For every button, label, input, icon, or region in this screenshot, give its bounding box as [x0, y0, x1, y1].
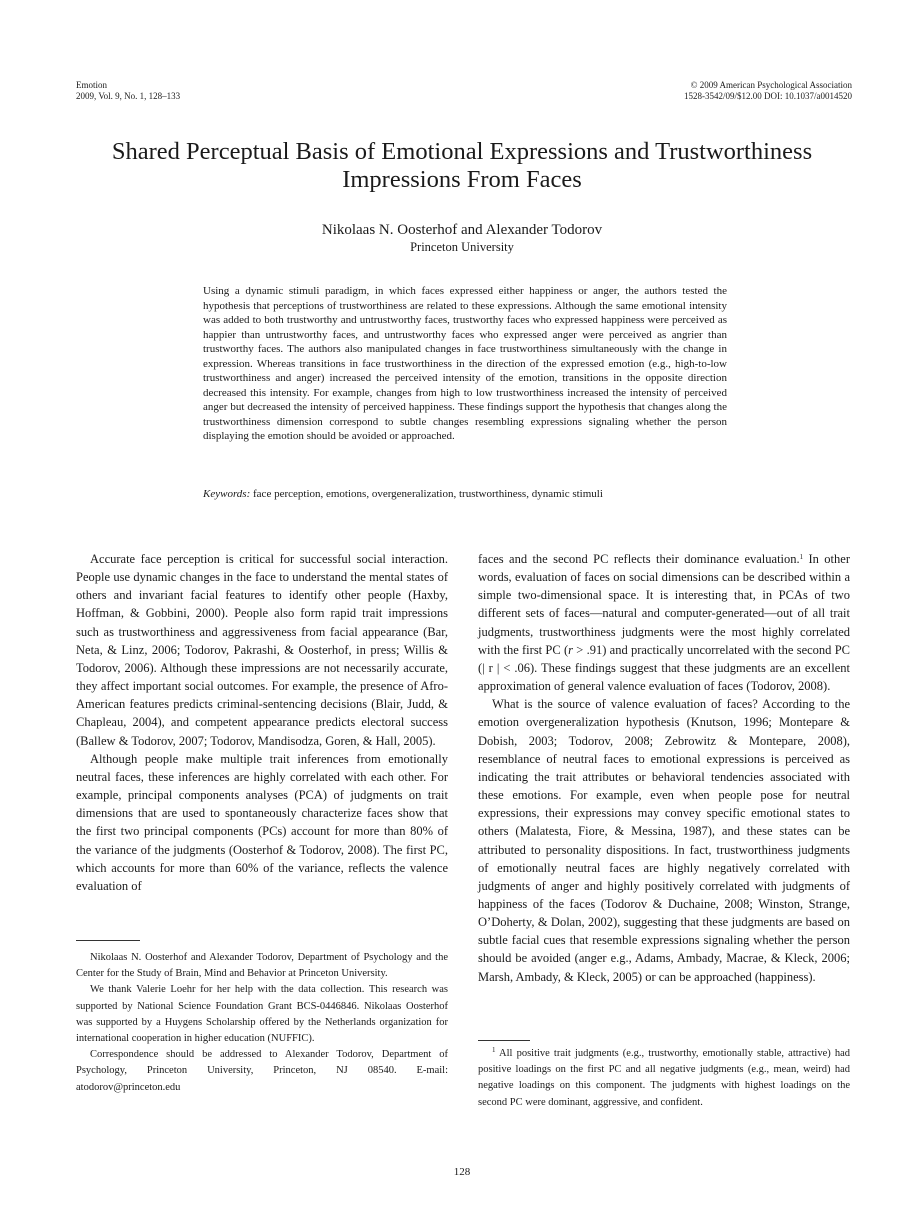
author-note: [76, 950, 448, 1096]
body-paragraph: What is the source of valence evaluation of faces? According to the emotion overgeneralization hypothesis (Knutson, 1996; Montepare & Dobish, 2003; Todorov, 2008; Zebrowitz & Montepare, 2008), resemblance of neutral faces to emotional expressions is perceived as indicating the trait attributes or behavioral tendencies associated with these emotions. For example, even when people pose for neutral expressions, their expressions may convey specific emotional states to others (Malatesta, Fiore, & Messina, 1987), and these states can be attributed to personality dispositions. In fact, trustworthiness judgments of emotionally neutral faces are highly negatively correlated with judgments of anger and highly positively correlated with judgments of happiness of the faces (Todorov & Duchaine, 2008; Winston, Strange, O’Doherty, & Dolan, 2002), suggesting that these judgments are based on subtle facial cues that resemble expressions signaling whether the person should be avoided (anger e.g., Adams, Ambady, Macrae, & Kleck, 2006; Marsh, Ambady, & Kleck, 2005) or can be approached (happiness).: [478, 697, 850, 984]
title-line-1: Shared Perceptual Basis of Emotional Expressions and Trustworthiness: [111, 138, 813, 165]
volume-info: 2009, Vol. 9, No. 1, 128–133: [76, 91, 181, 101]
page-number: 128: [453, 1166, 471, 1178]
body-column-right: [478, 550, 850, 986]
running-header-left: [76, 80, 180, 102]
author-affiliation: Princeton University: [410, 240, 514, 254]
footnote: [478, 1046, 850, 1111]
running-header-right: [684, 80, 852, 102]
footnote-divider: [76, 940, 140, 941]
paragraph-text: faces and the second PC reflects their dominance evaluation.: [478, 552, 800, 566]
footnote-marker: 1: [799, 553, 804, 561]
statistic-symbol: r: [568, 642, 574, 657]
journal-name: Emotion: [76, 80, 107, 90]
issn-doi: 1528-3542/09/$12.00 DOI: 10.1037/a0014520: [684, 91, 852, 101]
abstract: Using a dynamic stimuli paradigm, in which faces expressed either happiness or anger, the authors tested the hypothesis that perceptions of trustworthiness are related to these expressions. Although the same emotional intensity was added to both trustworthy and untrustworthy faces, trustworthy faces who expressed happiness were perceived as happier than untrustworthy faces, and untrustworthy faces who expressed anger were perceived as angrier than trustworthy faces. The authors also manipulated changes in face trustworthiness simultaneously with the change in expression. Whereas transitions in face trustworthiness in the direction of the expressed emotion (e.g., high-to-low trustworthiness and anger) increased the perceived intensity of the emotion, transitions in the opposite direction decreased this intensity. For example, changes from high to low trustworthiness increased the intensity of perceived anger but decreased the intensity of perceived happiness. These findings support the hypothesis that changes along the trustworthiness dimension correspond to subtle changes resembling expressions signaling whether the person displaying the emotion should be avoided or approached.: [203, 285, 727, 443]
body-column-left: [76, 550, 448, 895]
copyright-notice: © 2009 American Psychological Association: [690, 80, 852, 90]
keywords: [203, 487, 727, 501]
footnote-text: All positive trait judgments (e.g., trustworthy, emotionally stable, attractive) had positive loadings on the first PC and all negative judgments (e.g., mean, weird) had negative loadings on this component. The judgments with highest loadings on the second PC were dominant, aggressive, and confident.: [478, 1048, 850, 1108]
author-note-correspondence: Correspondence should be addressed to Alexander Todorov, Department of Psychology, Princeton University, Princeton, NJ 08540. E-mail: atodorov@princeton.edu: [76, 1049, 448, 1093]
article-title: [60, 138, 864, 194]
keywords-label: Keywords:: [203, 488, 251, 500]
footnote-number: 1: [492, 1046, 496, 1054]
author-note-affiliation: Nikolaas N. Oosterhof and Alexander Todorov, Department of Psychology and the Center for the Study of Brain, Mind and Behavior at Princeton University.: [76, 952, 448, 980]
title-line-2: Impressions From Faces: [342, 166, 582, 193]
body-paragraph: Accurate face perception is critical for successful social interaction. People use dynamic changes in the face to understand the mental states of others and invariant facial features to identify other people (Haxby, Hoffman, & Gobbini, 2000). People also form rapid trait impressions such as trustworthiness and aggressiveness from facial appearance (Bar, Neta, & Linz, 2006; Todorov, Pakrashi, & Oosterhof, in press; Willis & Todorov, 2006). Although these impressions are not necessarily accurate, they affect important social outcomes. For example, the presence of Afro-American features predicts criminal-sentencing decisions (Blair, Judd, & Chapleau, 2004), and competent appearance predicts electoral success (Ballew & Todorov, 2007; Todorov, Mandisodza, Goren, & Hall, 2005).: [76, 552, 448, 748]
keywords-list: face perception, emotions, overgeneralization, trustworthiness, dynamic stimuli: [253, 488, 603, 500]
body-paragraph: [478, 550, 850, 695]
paragraph-text: > .91) and practically uncorrelated with the second PC (| r | < .06). These findings suggest that these judgments are an excellent approximation of general valence evaluation of faces (Todorov, 2008).: [478, 642, 850, 694]
footnote-divider: [478, 1040, 530, 1041]
body-paragraph: Although people make multiple trait inferences from emotionally neutral faces, these inferences are highly correlated with each other. For example, principal components analyses (PCA) of judgments on trait dimensions that are used to spontaneously characterize faces show that the first two principal components (PCs) account for more than 80% of the variance of the judgments (Oosterhof & Todorov, 2008). The first PC, which accounts for more than 60% of the variance, reflects the valence evaluation of: [76, 751, 448, 893]
author-note-acknowledgments: We thank Valerie Loehr for her help with the data collection. This research was supported by National Science Foundation Grant BCS-0446846. Nikolaas Oosterhof was supported by a Huygens Scholarship offered by the Netherlands organization for international cooperation in higher education (NUFFIC).: [76, 984, 448, 1045]
author-names: Nikolaas N. Oosterhof and Alexander Todorov: [321, 222, 603, 238]
footnote-paragraph: [478, 1046, 850, 1111]
paragraph-text: In other words, evaluation of faces on social dimensions can be described within a simple two-dimensional space. It is interesting that, in PCAs of two different sets of faces—natural and computer-generated—out of all trait judgments, trustworthiness judgments were the most highly correlated with the first PC (: [478, 552, 850, 657]
